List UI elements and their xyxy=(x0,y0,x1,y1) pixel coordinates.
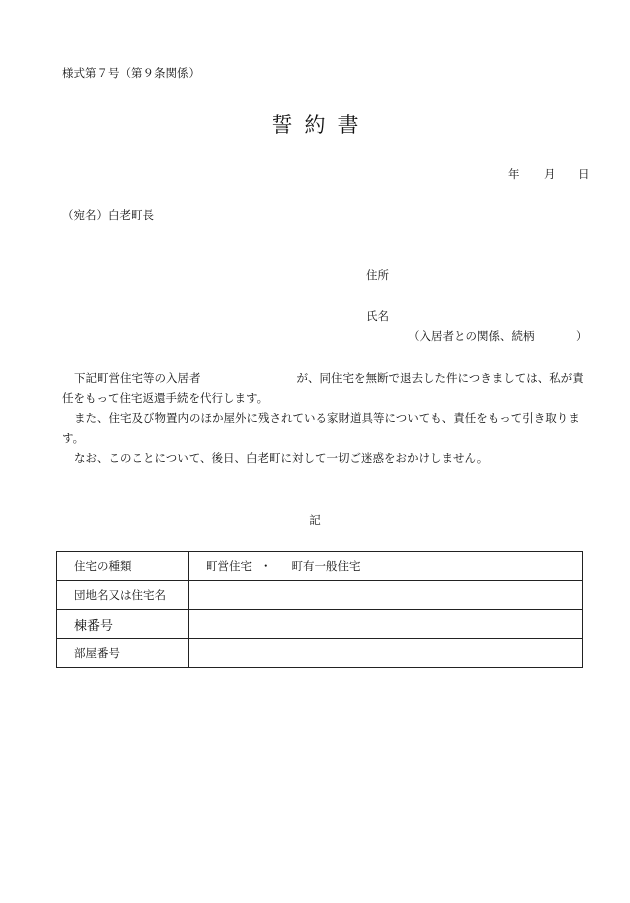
building-number-value xyxy=(189,610,583,639)
form-number: 様式第７号（第９条関係） xyxy=(62,66,200,80)
body-paragraph-2: また、住宅及び物置内のほか屋外に残されている家財道具等についても、責任をもって引き取ります。 xyxy=(62,411,580,445)
paragraph-1-start: 下記町営住宅等の入居者 xyxy=(74,371,201,385)
date-year-label: 年 xyxy=(508,167,520,181)
ki-heading: 記 xyxy=(309,513,321,527)
detail-table xyxy=(56,551,583,668)
document-title: 誓約書 xyxy=(271,113,371,137)
room-number-value xyxy=(189,639,583,668)
name-label: 氏名 xyxy=(366,309,389,323)
address-label: 住所 xyxy=(366,268,389,282)
paragraph-1-rest: が、同住宅を無断で退去した件につきましては、私が責任をもって住宅返還手続を代行します。 xyxy=(62,371,584,405)
date-day-label: 日 xyxy=(578,167,590,181)
complex-name-label: 団地名又は住宅名 xyxy=(57,581,189,610)
housing-type-option-town: 町営住宅 xyxy=(206,559,252,573)
body-paragraph-3: なお、このことについて、後日、白老町に対して一切ご迷惑をおかけしません。 xyxy=(74,451,489,465)
complex-name-value xyxy=(189,581,583,610)
table-row xyxy=(57,610,583,639)
table-row xyxy=(57,552,583,581)
housing-type-separator: ・ xyxy=(260,559,272,573)
date-month-label: 月 xyxy=(544,167,556,181)
housing-type-option-general: 町有一般住宅 xyxy=(291,559,361,573)
recipient-line: （宛名）白老町長 xyxy=(62,208,154,222)
table-row xyxy=(57,639,583,668)
table-row xyxy=(57,581,583,610)
relation-note: （入居者との関係、続柄 xyxy=(408,329,535,343)
room-number-label: 部屋番号 xyxy=(57,639,189,668)
body-paragraph-1 xyxy=(62,368,590,408)
relation-close-paren: ） xyxy=(576,329,588,343)
building-number-label: 棟番号 xyxy=(57,610,189,639)
housing-type-value xyxy=(189,552,583,581)
housing-type-label: 住宅の種類 xyxy=(57,552,189,581)
